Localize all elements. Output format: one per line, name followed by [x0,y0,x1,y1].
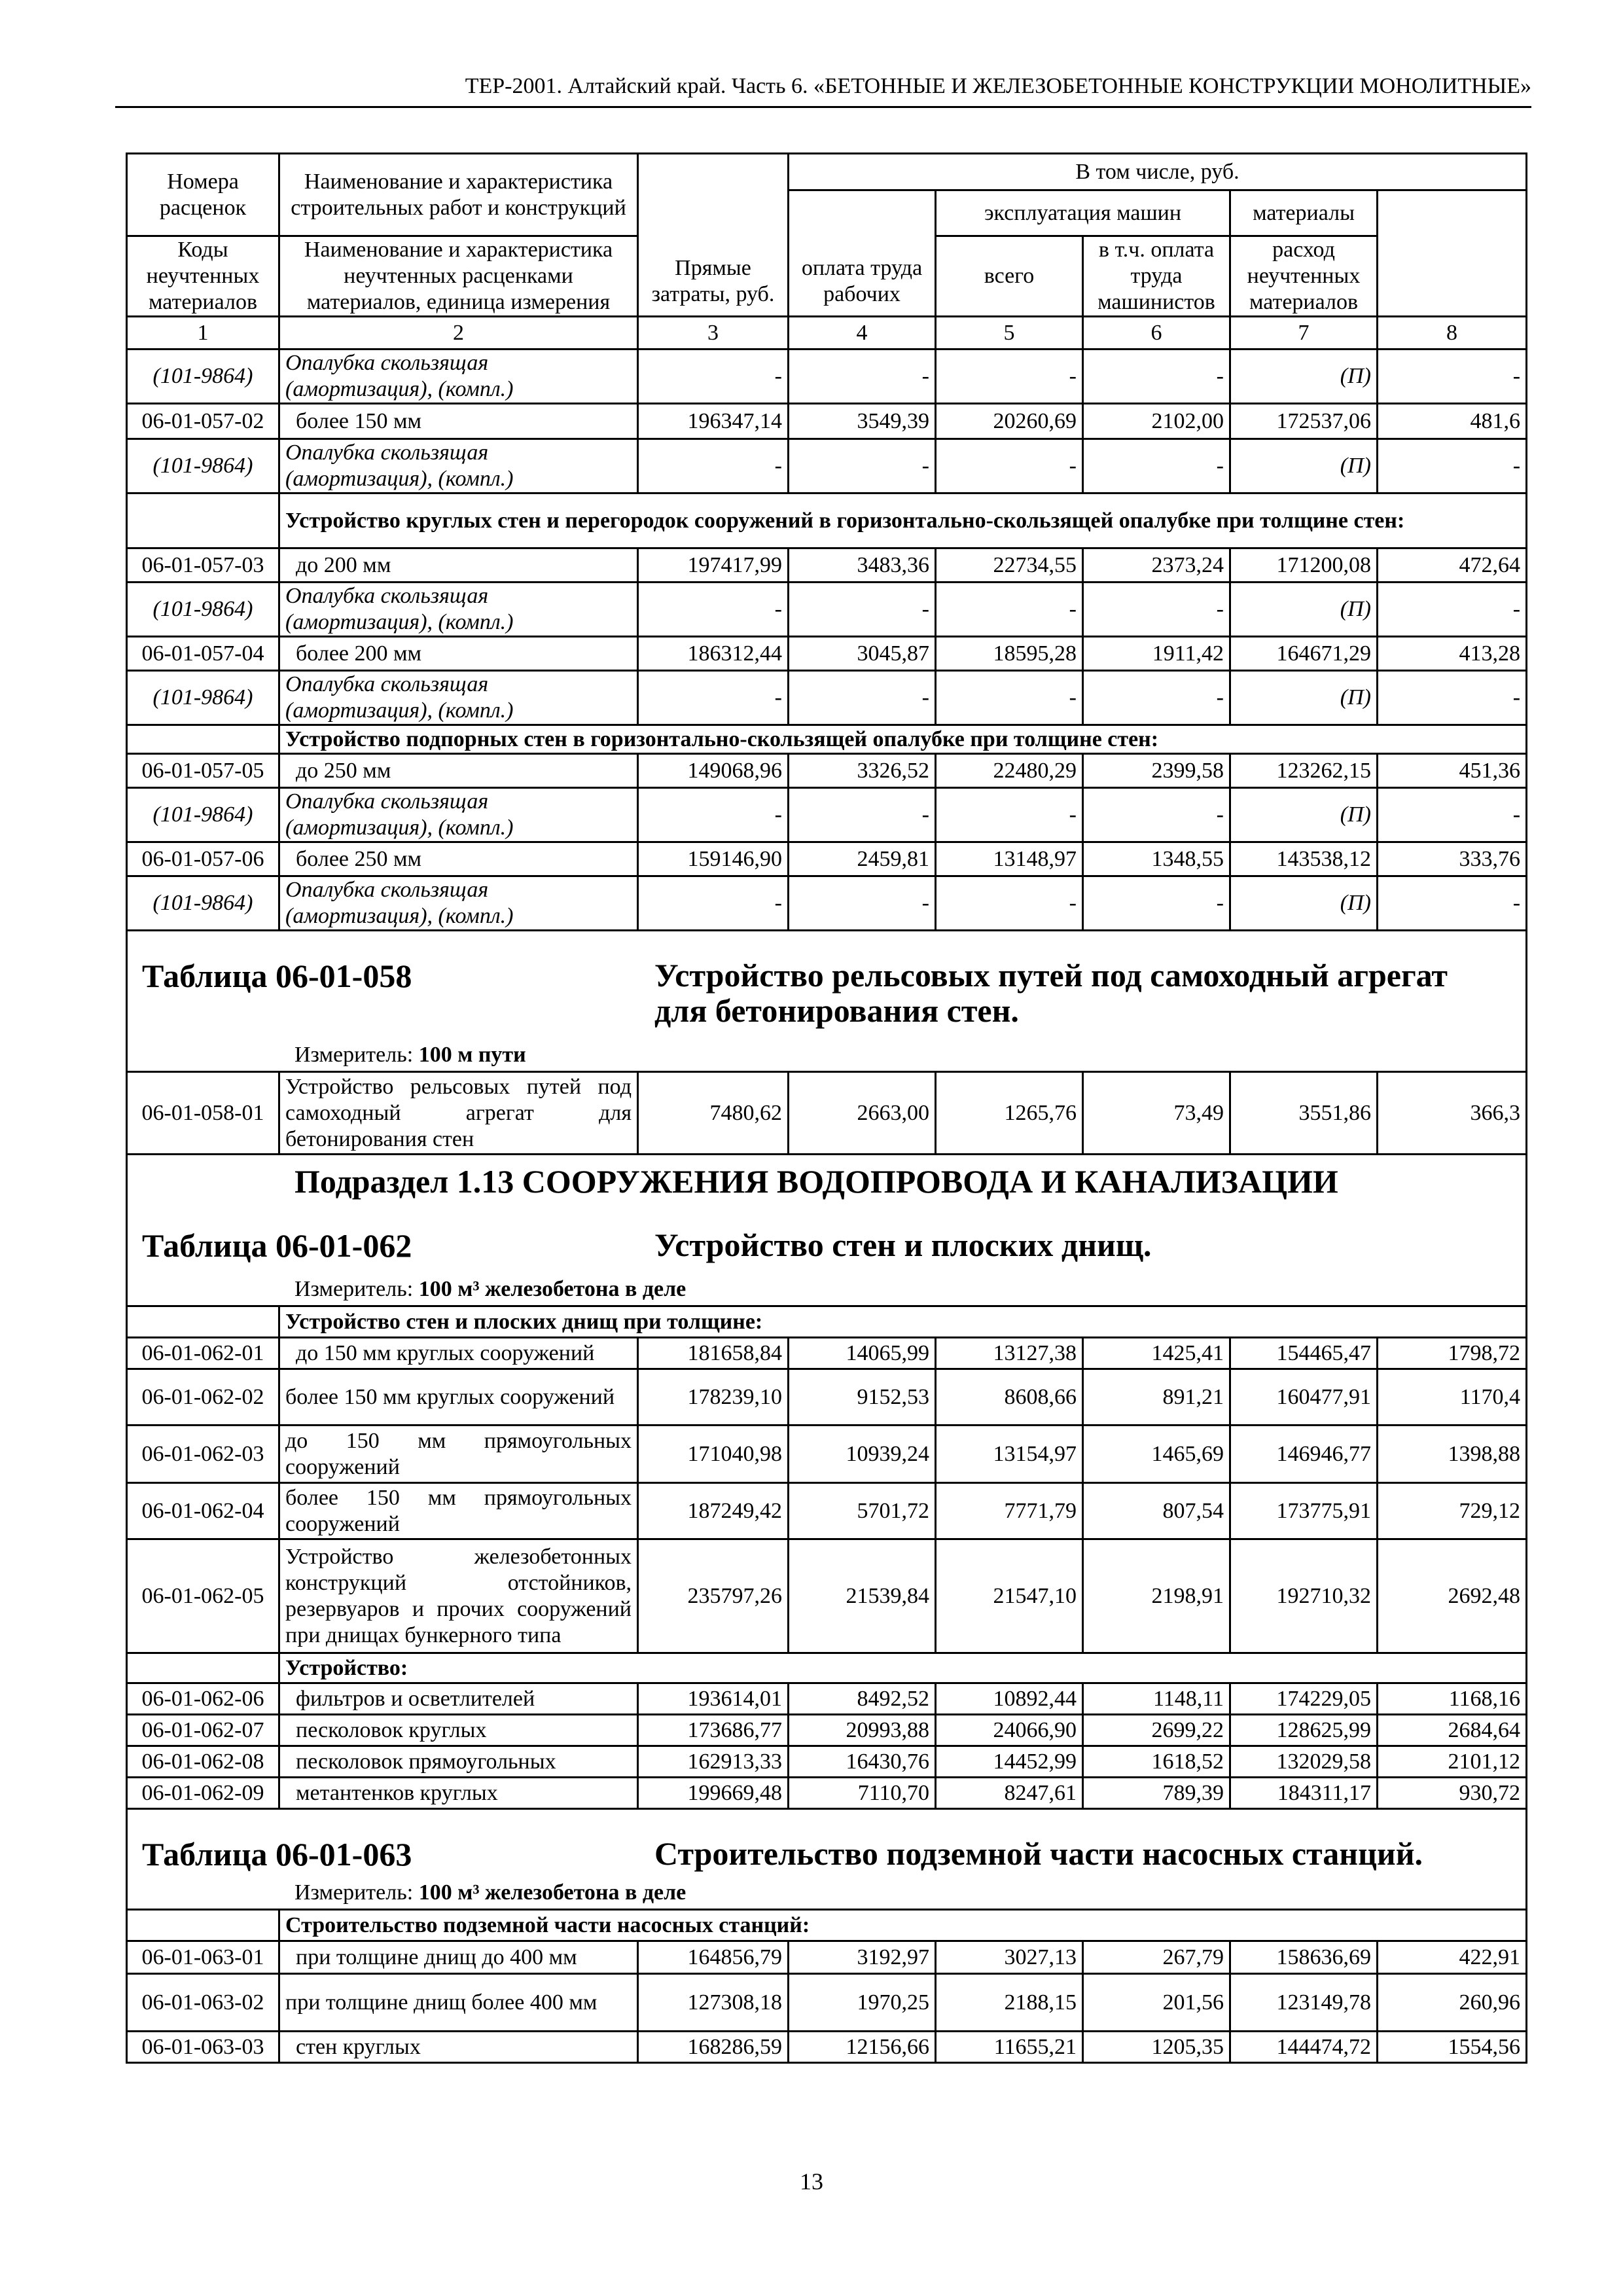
machines-total: 10892,44 [936,1683,1083,1715]
rate-row [127,1746,1527,1778]
section-spacer [127,493,279,548]
section-round-walls [127,493,1527,548]
rate-name: песколовок круглых [279,1715,638,1746]
rate-row [127,1338,1527,1369]
col-machines-labor: в т.ч. оплата труда машинистов [1083,236,1230,317]
col-direct: Прямые затраты, руб. [638,154,789,317]
amortization-row [127,439,1527,493]
material-name: Опалубка скользящая (амортизация), (компл.) [279,876,638,931]
machines-labor: 1618,52 [1083,1746,1230,1778]
rate-code: 06-01-062-03 [127,1426,279,1483]
materials-cost: 132029,58 [1230,1746,1378,1778]
direct-cost: 162913,33 [638,1746,789,1778]
direct-cost: - [638,583,789,637]
machines-labor: 789,39 [1083,1778,1230,1809]
col-machines-total: всего [936,236,1083,317]
machines-total: 20260,69 [936,404,1083,439]
rate-code: 06-01-057-06 [127,842,279,876]
machines-labor: - [1083,876,1230,931]
section-title: Устройство стен и плоских днищ при толщине: [279,1306,1527,1338]
labor-pay: 3192,97 [789,1941,936,1974]
table-title: Строительство подземной части насосных станций. [654,1835,1423,1872]
materials-unit: (П) [1230,788,1378,842]
page-header: ТЕР-2001. Алтайский край. Часть 6. «БЕТОННЫЕ И ЖЕЛЕЗОБЕТОННЫЕ КОНСТРУКЦИИ МОНОЛИТНЫЕ» [115,72,1531,108]
material-name: Опалубка скользящая (амортизация), (компл.) [279,583,638,637]
machines-labor: 1348,55 [1083,842,1230,876]
materials-unit: (П) [1230,350,1378,404]
machines-labor: 891,21 [1083,1369,1230,1426]
rate-row [127,1941,1527,1974]
rate-row [127,404,1527,439]
table-title-block [127,931,1527,1072]
labor-hours: 2101,12 [1378,1746,1527,1778]
table-number: Таблица 06-01-062 [142,1227,412,1264]
labor-hours: - [1378,671,1527,725]
rate-name: более 150 мм [279,404,638,439]
machines-labor: 1148,11 [1083,1683,1230,1715]
rate-row [127,2032,1527,2063]
page-number: 13 [800,2168,823,2195]
labor-pay: 9152,53 [789,1369,936,1426]
rate-row [127,1778,1527,1809]
col-code-bottom: Коды неучтенных материалов [127,236,279,317]
labor-hours: 422,91 [1378,1941,1527,1974]
direct-cost: 171040,98 [638,1426,789,1483]
labor-pay: 3045,87 [789,637,936,671]
section-pump-stations [127,1910,1527,1941]
section-retaining-walls [127,725,1527,754]
materials-cost: 3551,86 [1230,1072,1378,1155]
col-labor: оплата труда рабочих [789,190,936,317]
col-name-top: Наименование и характеристика строительных работ и конструкций [279,154,638,236]
materials-cost: 154465,47 [1230,1338,1378,1369]
machines-total: 8247,61 [936,1778,1083,1809]
direct-cost: 181658,84 [638,1338,789,1369]
rate-row [127,1539,1527,1653]
labor-pay: 16430,76 [789,1746,936,1778]
labor-pay: 21539,84 [789,1539,936,1653]
direct-cost: 7480,62 [638,1072,789,1155]
direct-cost: 193614,01 [638,1683,789,1715]
section-title: Устройство подпорных стен в горизонтально-скользящей опалубке при толщине стен: [279,725,1527,754]
col-number: 7 [1230,317,1378,350]
rate-row [127,1974,1527,2032]
labor-hours: - [1378,876,1527,931]
labor-pay: - [789,671,936,725]
section-walls-bottoms [127,1306,1527,1338]
amortization-row [127,350,1527,404]
direct-cost: 127308,18 [638,1974,789,2032]
direct-cost: 196347,14 [638,404,789,439]
section-title: Устройство круглых стен и перегородок сооружений в горизонтально-скользящей опалубке при толщине стен: [279,493,1527,548]
machines-labor: 2373,24 [1083,548,1230,583]
table-title: Устройство стен и плоских днищ. [654,1227,1152,1263]
direct-cost: - [638,439,789,493]
measure-label: Измеритель: [294,1277,414,1301]
table-title: Устройство рельсовых путей под самоходный агрегат для бетонирования стен. [654,957,1448,1029]
machines-labor: 807,54 [1083,1483,1230,1539]
rate-code: 06-01-062-05 [127,1539,279,1653]
subsection-block [127,1155,1527,1306]
labor-pay: 1970,25 [789,1974,936,2032]
labor-hours: - [1378,583,1527,637]
direct-cost: 168286,59 [638,2032,789,2063]
labor-hours: 1170,4 [1378,1369,1527,1426]
col-materials-unaccounted: расход неучтенных материалов [1230,236,1378,317]
materials-cost: 146946,77 [1230,1426,1378,1483]
col-name-bottom: Наименование и характеристика неучтенных расценками материалов, единица измерения [279,236,638,317]
machines-total: 13154,97 [936,1426,1083,1483]
rate-name: Устройство железобетонных конструкций отстойников, резервуаров и прочих сооружений при днищах бункерного типа [279,1539,638,1653]
col-materials: материалы [1230,190,1378,236]
rate-name: метантенков круглых [279,1778,638,1809]
col-number: 2 [279,317,638,350]
table-number: Таблица 06-01-058 [142,958,412,994]
direct-cost: - [638,350,789,404]
rate-code: 06-01-057-02 [127,404,279,439]
machines-total: 11655,21 [936,2032,1083,2063]
machines-total: - [936,350,1083,404]
rate-code: 06-01-058-01 [127,1072,279,1155]
direct-cost: 199669,48 [638,1778,789,1809]
labor-hours: 413,28 [1378,637,1527,671]
materials-cost: 184311,17 [1230,1778,1378,1809]
measure-value: 100 м³ железобетона в деле [418,1880,687,1905]
machines-labor: - [1083,583,1230,637]
amortization-row [127,583,1527,637]
machines-total: 7771,79 [936,1483,1083,1539]
machines-total: 13148,97 [936,842,1083,876]
materials-cost: 143538,12 [1230,842,1378,876]
machines-total: - [936,876,1083,931]
col-incl: В том числе, руб. [789,154,1527,190]
price-table [126,152,1527,2064]
materials-cost: 171200,08 [1230,548,1378,583]
machines-total: - [936,439,1083,493]
labor-hours: 1554,56 [1378,2032,1527,2063]
rate-name: песколовок прямоугольных [279,1746,638,1778]
machines-total: - [936,788,1083,842]
measure-unit [294,1880,686,1906]
rate-name: фильтров и осветлителей [279,1683,638,1715]
material-code: (101-9864) [127,583,279,637]
col-machines: эксплуатация машин [936,190,1230,236]
table-title-row [127,1809,1527,1910]
machines-total: 18595,28 [936,637,1083,671]
rate-code: 06-01-062-08 [127,1746,279,1778]
machines-labor: 2198,91 [1083,1539,1230,1653]
measure-label: Измеритель: [294,1880,414,1905]
labor-pay: - [789,788,936,842]
materials-cost: 123149,78 [1230,1974,1378,2032]
materials-unit: (П) [1230,583,1378,637]
direct-cost: 159146,90 [638,842,789,876]
direct-cost: 149068,96 [638,754,789,788]
measure-value: 100 м пути [418,1043,526,1067]
table-number: Таблица 06-01-063 [142,1836,412,1873]
rate-code: 06-01-063-03 [127,2032,279,2063]
labor-hours: - [1378,788,1527,842]
machines-total: - [936,583,1083,637]
materials-cost: 172537,06 [1230,404,1378,439]
rate-name: стен круглых [279,2032,638,2063]
col-number: 3 [638,317,789,350]
labor-hours: 930,72 [1378,1778,1527,1809]
section-spacer [127,725,279,754]
amortization-row [127,876,1527,931]
labor-pay: 3483,36 [789,548,936,583]
rate-code: 06-01-057-05 [127,754,279,788]
machines-labor: - [1083,671,1230,725]
rate-name: до 250 мм [279,754,638,788]
materials-cost: 158636,69 [1230,1941,1378,1974]
rate-name: Устройство рельсовых путей под самоходный агрегат для бетонирования стен [279,1072,638,1155]
rate-name: более 150 мм прямоугольных сооружений [279,1483,638,1539]
labor-hours: 1798,72 [1378,1338,1527,1369]
materials-unit: (П) [1230,439,1378,493]
measure-unit [294,1276,686,1302]
materials-unit: (П) [1230,671,1378,725]
direct-cost: 235797,26 [638,1539,789,1653]
rate-code: 06-01-062-04 [127,1483,279,1539]
direct-cost: 186312,44 [638,637,789,671]
labor-hours: 451,36 [1378,754,1527,788]
materials-cost: 192710,32 [1230,1539,1378,1653]
rate-row [127,1715,1527,1746]
rate-name: до 200 мм [279,548,638,583]
material-code: (101-9864) [127,671,279,725]
machines-total: 13127,38 [936,1338,1083,1369]
materials-cost: 144474,72 [1230,2032,1378,2063]
labor-hours: 2684,64 [1378,1715,1527,1746]
rate-row [127,842,1527,876]
direct-cost: 173686,77 [638,1715,789,1746]
materials-cost: 160477,91 [1230,1369,1378,1426]
materials-cost: 164671,29 [1230,637,1378,671]
section-spacer [127,1306,279,1338]
direct-cost: - [638,671,789,725]
labor-pay: - [789,876,936,931]
rate-code: 06-01-062-09 [127,1778,279,1809]
materials-unit: (П) [1230,876,1378,931]
material-name: Опалубка скользящая (амортизация), (компл.) [279,439,638,493]
labor-hours: 729,12 [1378,1483,1527,1539]
labor-hours: 260,96 [1378,1974,1527,2032]
col-code-top: Номера расценок [127,154,279,236]
labor-hours: 1398,88 [1378,1426,1527,1483]
rate-name: до 150 мм круглых сооружений [279,1338,638,1369]
material-code: (101-9864) [127,439,279,493]
rate-name: при толщине днищ до 400 мм [279,1941,638,1974]
measure-value: 100 м³ железобетона в деле [418,1277,687,1301]
material-code: (101-9864) [127,788,279,842]
material-code: (101-9864) [127,350,279,404]
labor-hours: 472,64 [1378,548,1527,583]
labor-hours: 481,6 [1378,404,1527,439]
subsection-block-cell [127,1155,1527,1306]
rate-row [127,637,1527,671]
machines-labor: 1205,35 [1083,2032,1230,2063]
direct-cost: - [638,788,789,842]
measure-label: Измеритель: [294,1043,414,1067]
labor-hours: 2692,48 [1378,1539,1527,1653]
machines-labor: 1465,69 [1083,1426,1230,1483]
col-number: 5 [936,317,1083,350]
direct-cost: - [638,876,789,931]
rate-row [127,1683,1527,1715]
materials-cost: 128625,99 [1230,1715,1378,1746]
section-title: Устройство: [279,1653,1527,1683]
machines-labor: 1425,41 [1083,1338,1230,1369]
labor-pay: - [789,350,936,404]
machines-total: 22734,55 [936,548,1083,583]
amortization-row [127,788,1527,842]
material-name: Опалубка скользящая (амортизация), (компл.) [279,788,638,842]
machines-total: 14452,99 [936,1746,1083,1778]
labor-pay: 8492,52 [789,1683,936,1715]
machines-labor: 1911,42 [1083,637,1230,671]
rate-row [127,1369,1527,1426]
machines-total: 24066,90 [936,1715,1083,1746]
machines-total: 21547,10 [936,1539,1083,1653]
machines-total: 8608,66 [936,1369,1083,1426]
labor-pay: 2663,00 [789,1072,936,1155]
labor-pay: - [789,583,936,637]
material-name: Опалубка скользящая (амортизация), (компл.) [279,350,638,404]
col-number: 6 [1083,317,1230,350]
rate-code: 06-01-063-01 [127,1941,279,1974]
labor-pay: 2459,81 [789,842,936,876]
machines-labor: 2699,22 [1083,1715,1230,1746]
rate-name: более 150 мм круглых сооружений [279,1369,638,1426]
direct-cost: 187249,42 [638,1483,789,1539]
labor-hours: 366,3 [1378,1072,1527,1155]
section-title: Строительство подземной части насосных станций: [279,1910,1527,1941]
labor-pay: 5701,72 [789,1483,936,1539]
labor-pay: 10939,24 [789,1426,936,1483]
labor-pay: 20993,88 [789,1715,936,1746]
section-spacer [127,1910,279,1941]
rate-code: 06-01-062-07 [127,1715,279,1746]
rate-row [127,548,1527,583]
rate-code: 06-01-062-06 [127,1683,279,1715]
rate-code: 06-01-057-03 [127,548,279,583]
section-devices [127,1653,1527,1683]
materials-cost: 174229,05 [1230,1683,1378,1715]
table-title-block [127,1809,1527,1910]
rate-name: при толщине днищ более 400 мм [279,1974,638,2032]
machines-labor: 267,79 [1083,1941,1230,1974]
machines-labor: - [1083,439,1230,493]
rate-code: 06-01-062-01 [127,1338,279,1369]
direct-cost: 164856,79 [638,1941,789,1974]
material-code: (101-9864) [127,876,279,931]
measure-unit [294,1042,526,1068]
labor-pay: 3549,39 [789,404,936,439]
labor-hours: 1168,16 [1378,1683,1527,1715]
amortization-row [127,671,1527,725]
direct-cost: 178239,10 [638,1369,789,1426]
machines-labor: 73,49 [1083,1072,1230,1155]
material-name: Опалубка скользящая (амортизация), (компл.) [279,671,638,725]
machines-total: 3027,13 [936,1941,1083,1974]
section-spacer [127,1653,279,1683]
direct-cost: 197417,99 [638,548,789,583]
machines-labor: - [1083,350,1230,404]
machines-total: 2188,15 [936,1974,1083,2032]
labor-hours: 333,76 [1378,842,1527,876]
labor-pay: 3326,52 [789,754,936,788]
machines-total: - [936,671,1083,725]
labor-hours: - [1378,439,1527,493]
machines-labor: 201,56 [1083,1974,1230,2032]
machines-labor: 2399,58 [1083,754,1230,788]
col-number: 8 [1378,317,1527,350]
machines-labor: - [1083,788,1230,842]
table-title-row [127,931,1527,1072]
rate-name: до 150 мм прямоугольных сооружений [279,1426,638,1483]
labor-hours: - [1378,350,1527,404]
rate-name: более 200 мм [279,637,638,671]
col-number: 4 [789,317,936,350]
materials-cost: 173775,91 [1230,1483,1378,1539]
materials-cost: 123262,15 [1230,754,1378,788]
subsection-title: Подраздел 1.13 СООРУЖЕНИЯ ВОДОПРОВОДА И КАНАЛИЗАЦИИ [294,1163,1338,1200]
machines-labor: 2102,00 [1083,404,1230,439]
machines-total: 22480,29 [936,754,1083,788]
rate-code: 06-01-062-02 [127,1369,279,1426]
labor-pay: 14065,99 [789,1338,936,1369]
rate-row [127,1072,1527,1155]
rate-code: 06-01-057-04 [127,637,279,671]
rate-row [127,1483,1527,1539]
labor-pay: - [789,439,936,493]
rate-code: 06-01-063-02 [127,1974,279,2032]
rate-row [127,1426,1527,1483]
labor-pay: 7110,70 [789,1778,936,1809]
labor-pay: 12156,66 [789,2032,936,2063]
rate-row [127,754,1527,788]
rate-name: более 250 мм [279,842,638,876]
machines-total: 1265,76 [936,1072,1083,1155]
col-number: 1 [127,317,279,350]
